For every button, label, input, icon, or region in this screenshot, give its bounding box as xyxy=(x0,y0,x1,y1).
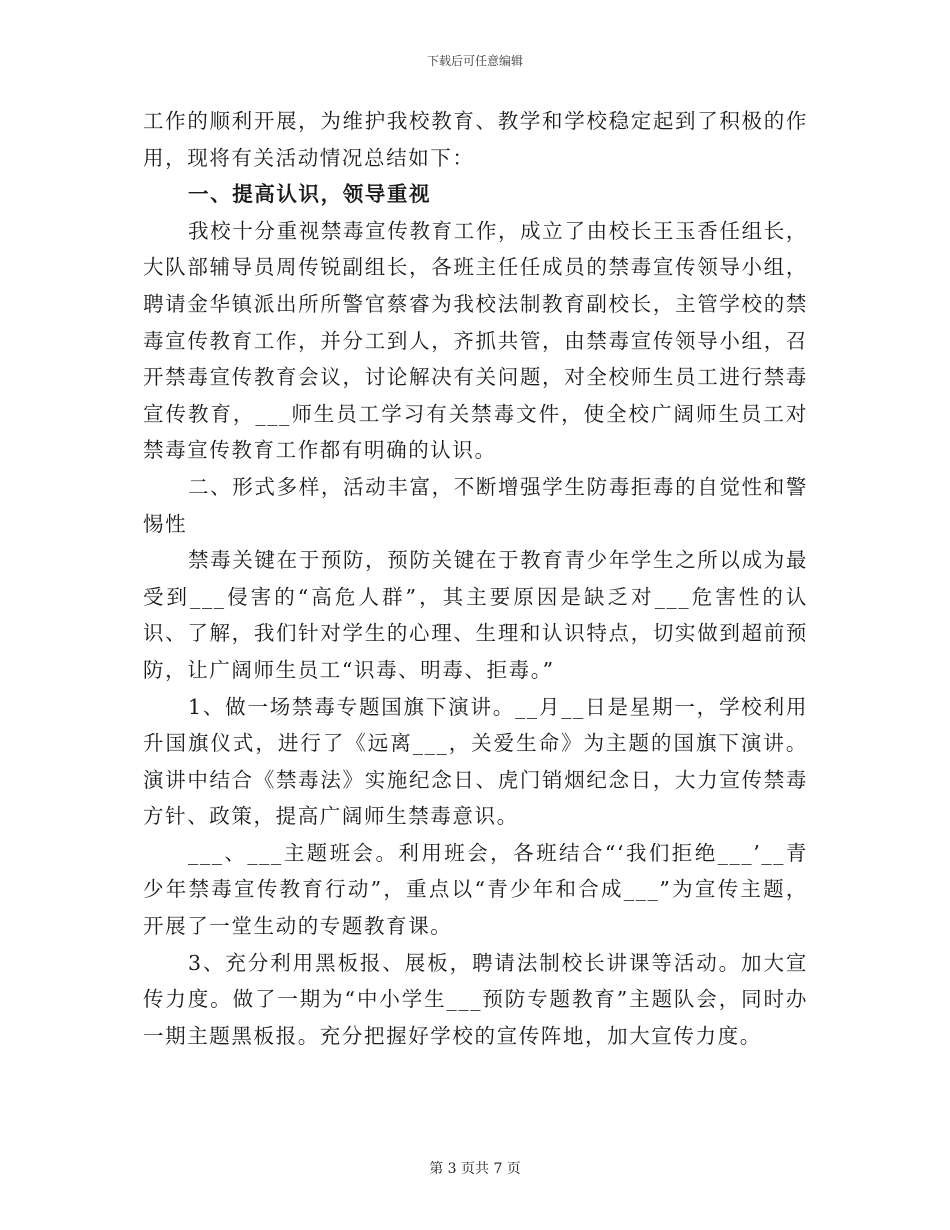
page-header: 下载后可任意编辑 xyxy=(426,54,523,68)
page-number: 第 3 页共 7 页 xyxy=(429,1161,521,1177)
section-2-paragraph: 禁毒关键在于预防，预防关键在于教育青少年学生之所以成为最受到___侵害的“高危人群”，其主要原因是缺乏对___危害性的认识、了解，我们针对学生的心理、生理和认识特点，切实做到超前预防，让广阔师生员工“识毒、明毒、拒毒。” xyxy=(143,548,808,682)
section-heading-2: 二、形式多样，活动丰富，不断增强学生防毒拒毒的自觉性和警惕性 xyxy=(143,474,808,536)
activity-item-2: ___、___主题班会。利用班会，各班结合“‘我们拒绝___’__青少年禁毒宣传教育行动”，重点以“青少年和合成___”为宣传主题，开展了一堂生动的专题教育课。 xyxy=(143,840,808,939)
document-body xyxy=(143,103,808,1054)
section-heading-1: 一、提高认识，领导重视 xyxy=(188,182,432,207)
activity-item-1: 1、做一场禁毒专题国旗下演讲。__月__日是星期一，学校利用升国旗仪式，进行了《远离___，关爱生命》为主题的国旗下演讲。演讲中结合《禁毒法》实施纪念日、虎门销烟纪念日，大力宣传禁毒方针、政策，提高广阔师生禁毒意识。 xyxy=(143,694,808,829)
section-1-paragraph: 我校十分重视禁毒宣传教育工作，成立了由校长王玉香任组长，大队部辅导员周传锐副组长，各班主任任成员的禁毒宣传领导小组，聘请金华镇派出所所警官蔡睿为我校法制教育副校长，主管学校的禁毒宣传教育工作，并分工到人，齐抓共管，由禁毒宣传领导小组，召开禁毒宣传教育会议，讨论解决有关问题，对全校师生员工进行禁毒宣传教育，___师生员工学习有关禁毒文件，使全校广阔师生员工对禁毒宣传教育工作都有明确的认识。 xyxy=(143,218,808,463)
activity-item-3: 3、充分利用黑板报、展板，聘请法制校长讲课等活动。加大宣传力度。做了一期为“中小学生___预防专题教育”主题队会，同时办一期主题黑板报。充分把握好学校的宣传阵地，加大宣传力度。 xyxy=(143,950,808,1048)
intro-paragraph: 工作的顺利开展，为维护我校教育、教学和学校稳定起到了积极的作用，现将有关活动情况总结如下： xyxy=(143,109,808,170)
